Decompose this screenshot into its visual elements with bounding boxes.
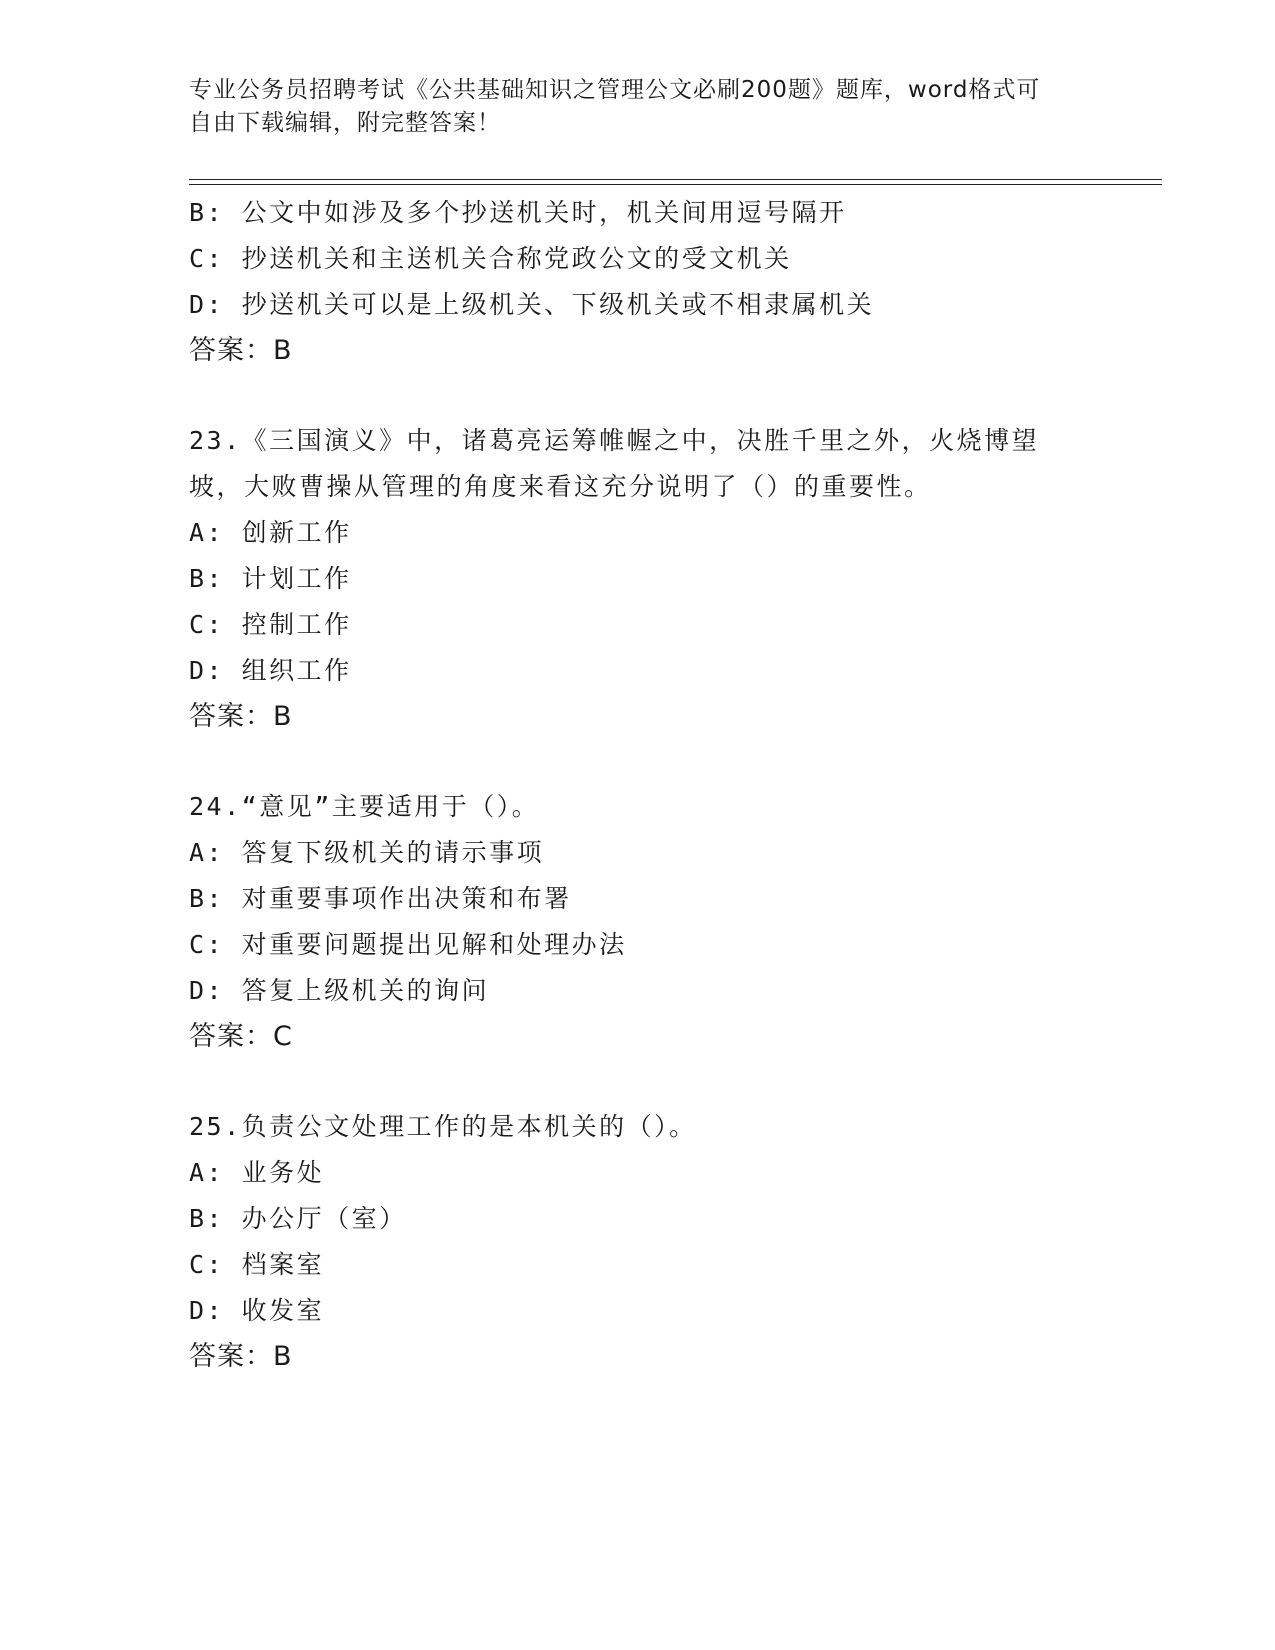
answer-line: 答案：B <box>189 335 293 366</box>
spacer <box>189 374 1089 418</box>
option-d: D: 组织工作 <box>189 656 352 685</box>
option-a: A: 创新工作 <box>189 518 352 547</box>
option-c: C: 控制工作 <box>189 610 352 639</box>
question-25 <box>189 1104 1089 1380</box>
question-stem-line-1: 25.负责公文处理工作的是本机关的（）。 <box>189 1112 697 1141</box>
option-c: C: 档案室 <box>189 1250 325 1279</box>
option-d: D: 答复上级机关的询问 <box>189 976 490 1005</box>
option-c: C: 对重要问题提出见解和处理办法 <box>189 930 627 959</box>
spacer <box>189 1060 1089 1104</box>
document-header <box>189 74 1089 140</box>
option-b: B: 对重要事项作出决策和布署 <box>189 884 572 913</box>
question-list <box>189 190 1089 1380</box>
answer-line: 答案：B <box>189 1341 293 1372</box>
question-stem-line-2: 坡，大败曹操从管理的角度来看这充分说明了（）的重要性。 <box>189 472 932 501</box>
question-23 <box>189 418 1089 740</box>
option-d: D: 抄送机关可以是上级机关、下级机关或不相隶属机关 <box>189 290 875 319</box>
question-stem-line-1: 24.“意见”主要适用于（）。 <box>189 792 540 821</box>
option-b: B: 公文中如涉及多个抄送机关时，机关间用逗号隔开 <box>189 198 847 227</box>
header-divider-top <box>189 179 1162 180</box>
answer-line: 答案：C <box>189 1021 293 1052</box>
header-divider-bottom <box>189 184 1162 185</box>
header-line-1: 专业公务员招聘考试《公共基础知识之管理公文必刷200题》题库，word格式可 <box>189 77 1041 103</box>
option-a: A: 答复下级机关的请示事项 <box>189 838 545 867</box>
spacer <box>189 740 1089 784</box>
question-22-continued <box>189 190 1089 374</box>
header-line-2: 自由下载编辑，附完整答案！ <box>189 110 501 136</box>
option-b: B: 办公厅（室） <box>189 1204 407 1233</box>
answer-line: 答案：B <box>189 701 293 732</box>
option-c: C: 抄送机关和主送机关合称党政公文的受文机关 <box>189 244 792 273</box>
question-24 <box>189 784 1089 1060</box>
question-stem-line-1: 23.《三国演义》中，诸葛亮运筹帷幄之中，决胜千里之外，火烧博望 <box>189 426 1040 455</box>
option-a: A: 业务处 <box>189 1158 325 1187</box>
option-d: D: 收发室 <box>189 1296 325 1325</box>
option-b: B: 计划工作 <box>189 564 352 593</box>
